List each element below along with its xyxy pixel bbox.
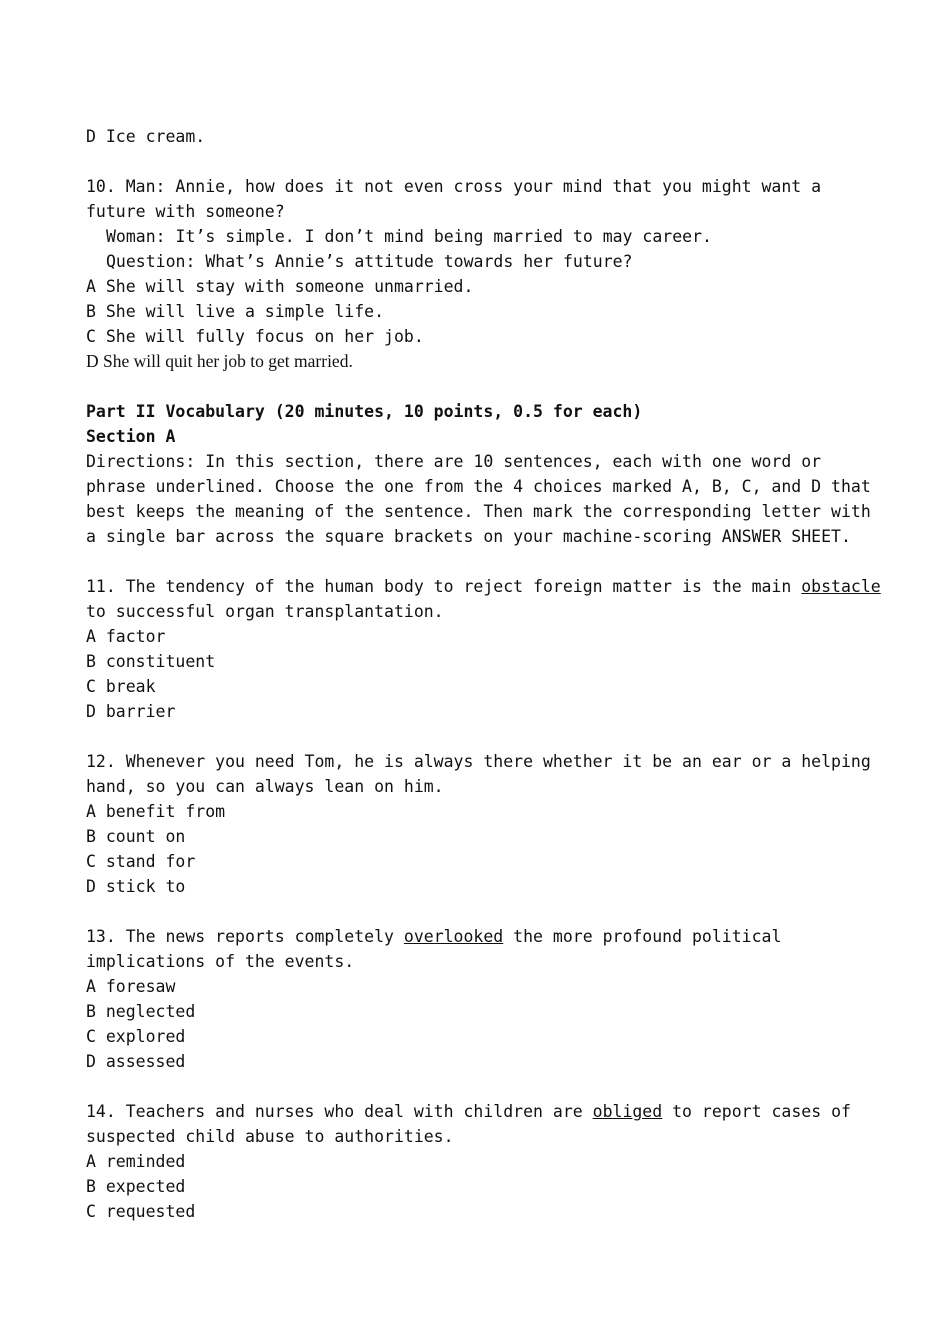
q13-stem-after: the more profound political implications of the events. — [86, 927, 782, 971]
q12-option-a: A benefit from — [86, 802, 226, 821]
q12-option-d: D stick to — [86, 877, 186, 896]
q14-underlined-word: obliged — [592, 1102, 663, 1121]
q13-option-d: D assessed — [86, 1052, 186, 1071]
q10-woman-line: Woman: It’s simple. I don’t mind being married to may career. — [106, 227, 712, 246]
q11-stem — [86, 574, 886, 624]
spacer — [86, 374, 886, 399]
q13-stem-before: 13. The news reports completely — [86, 927, 404, 946]
part2-directions: Directions: In this section, there are 10 sentences, each with one word or phrase underlined. Choose the one from the 4 choices marked A, B, C, and D that best keeps the meaning of the sentence. Then mark the corresponding letter with a single bar across the square brackets on your machine-scoring ANSWER SHEET. — [86, 452, 871, 546]
q11-stem-after: to successful organ transplantation. — [86, 602, 444, 621]
q11-stem-before: 11. The tendency of the human body to reject foreign matter is the main — [86, 577, 802, 596]
spacer — [86, 149, 886, 174]
spacer — [86, 1074, 886, 1099]
q11-underlined-word: obstacle — [801, 577, 881, 596]
q13-stem — [86, 924, 886, 974]
q14-option-c: C requested — [86, 1202, 196, 1221]
q12-option-b: B count on — [86, 827, 186, 846]
q11-option-b: B constituent — [86, 652, 216, 671]
q14-stem-after: to report cases of suspected child abuse to authorities. — [86, 1102, 851, 1146]
q12-option-c: C stand for — [86, 852, 196, 871]
section-a-heading: Section A — [86, 427, 176, 446]
spacer — [86, 549, 886, 574]
spacer — [86, 724, 886, 749]
q10-option-a: A She will stay with someone unmarried. — [86, 277, 474, 296]
document-page — [86, 124, 886, 1224]
q11-option-c: C break — [86, 677, 156, 696]
q12-stem: 12. Whenever you need Tom, he is always there whether it be an ear or a helping hand, so you can always lean on him. — [86, 752, 871, 796]
q14-stem-before: 14. Teachers and nurses who deal with children are — [86, 1102, 593, 1121]
q14-option-a: A reminded — [86, 1152, 186, 1171]
q14-option-b: B expected — [86, 1177, 186, 1196]
q13-option-b: B neglected — [86, 1002, 196, 1021]
q10-question-line: Question: What’s Annie’s attitude towards her future? — [106, 252, 633, 271]
q11-option-d: D barrier — [86, 702, 176, 721]
q10-stem: 10. Man: Annie, how does it not even cross your mind that you might want a future with someone? — [86, 177, 822, 221]
q11-option-a: A factor — [86, 627, 166, 646]
q13-option-a: A foresaw — [86, 977, 176, 996]
q13-option-c: C explored — [86, 1027, 186, 1046]
spacer — [86, 899, 886, 924]
q13-underlined-word: overlooked — [403, 927, 504, 946]
q9-option-d: D Ice cream. — [86, 127, 206, 146]
q10-option-c: C She will fully focus on her job. — [86, 327, 424, 346]
q14-stem — [86, 1099, 886, 1149]
q10-option-d: D She will quit her job to get married. — [86, 351, 353, 371]
q10-option-b: B She will live a simple life. — [86, 302, 385, 321]
part2-heading: Part II Vocabulary (20 minutes, 10 points, 0.5 for each) — [86, 402, 643, 421]
